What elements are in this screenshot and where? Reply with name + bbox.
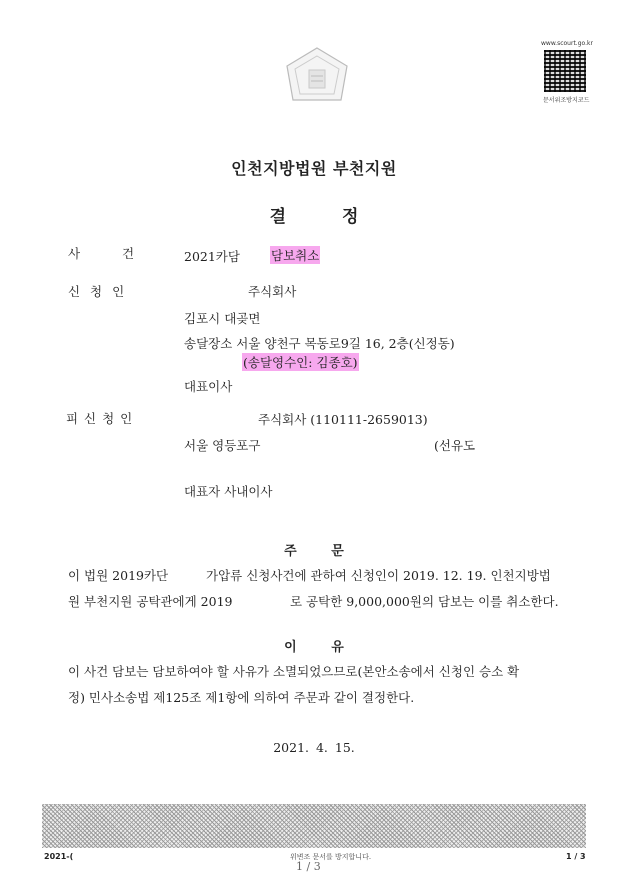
decision-date: 2021. 4. 15. [273,740,355,755]
court-emblem-icon [281,46,353,106]
court-name: 인천지방법원 부천지원 [231,159,397,178]
respondent-address-tail: (선유도 [434,438,476,453]
case-name: 담보취소 [271,248,320,263]
footer-page-center: 1 / 3 [296,860,321,873]
reason-heading: 이 유 [284,640,344,655]
case-label: 사 건 [68,246,135,261]
respondent-label: 피 신 청 인 [66,411,133,426]
footer-left: 2021-( [44,852,74,861]
order-heading: 주 문 [284,544,344,559]
order-line2-part1: 원 부천지원 공탁관에게 2019 [68,594,233,609]
site-url: www.scourt.go.kr [541,40,593,47]
applicant-label: 신 청 인 [68,284,125,299]
order-line1-part2: 가압류 신청사건에 관하여 신청인이 2019. 12. 19. 인천지방법 [206,568,551,583]
order-line2-part2: 로 공탁한 9,000,000원의 담보는 이를 취소한다. [290,594,559,609]
applicant-service-address: 송달장소 서울 양천구 목동로9길 16, 2층(신정동) [184,336,455,351]
order-line1-part1: 이 법원 2019카단 [68,568,169,583]
reason-line2: 정) 민사소송법 제125조 제1항에 의하여 주문과 같이 결정한다. [68,690,415,705]
respondent-representative: 대표자 사내이사 [184,484,273,499]
qr-caption: 문서위조방지코드 [543,97,590,104]
doc-type: 결 정 [269,207,359,227]
applicant-service-recipient: (송달영수인: 김종호) [243,355,358,370]
applicant-company: 주식회사 [248,284,297,299]
footer-note: 위변조 문서를 방지합니다. [290,853,372,861]
reason-line1: 이 사건 담보는 담보하여야 할 사유가 소멸되었으므로(본안소송에서 신청인 승소 확 [68,664,520,679]
applicant-address: 김포시 대곶면 [184,311,261,326]
security-strip [42,804,586,848]
respondent-company: 주식회사 (110111-2659013) [258,412,428,427]
applicant-representative: 대표이사 [184,379,233,394]
qr-code [544,50,586,92]
respondent-address: 서울 영등포구 [184,438,261,453]
footer-page-right: 1 / 3 [566,852,586,861]
case-number: 2021카담 [184,249,240,264]
